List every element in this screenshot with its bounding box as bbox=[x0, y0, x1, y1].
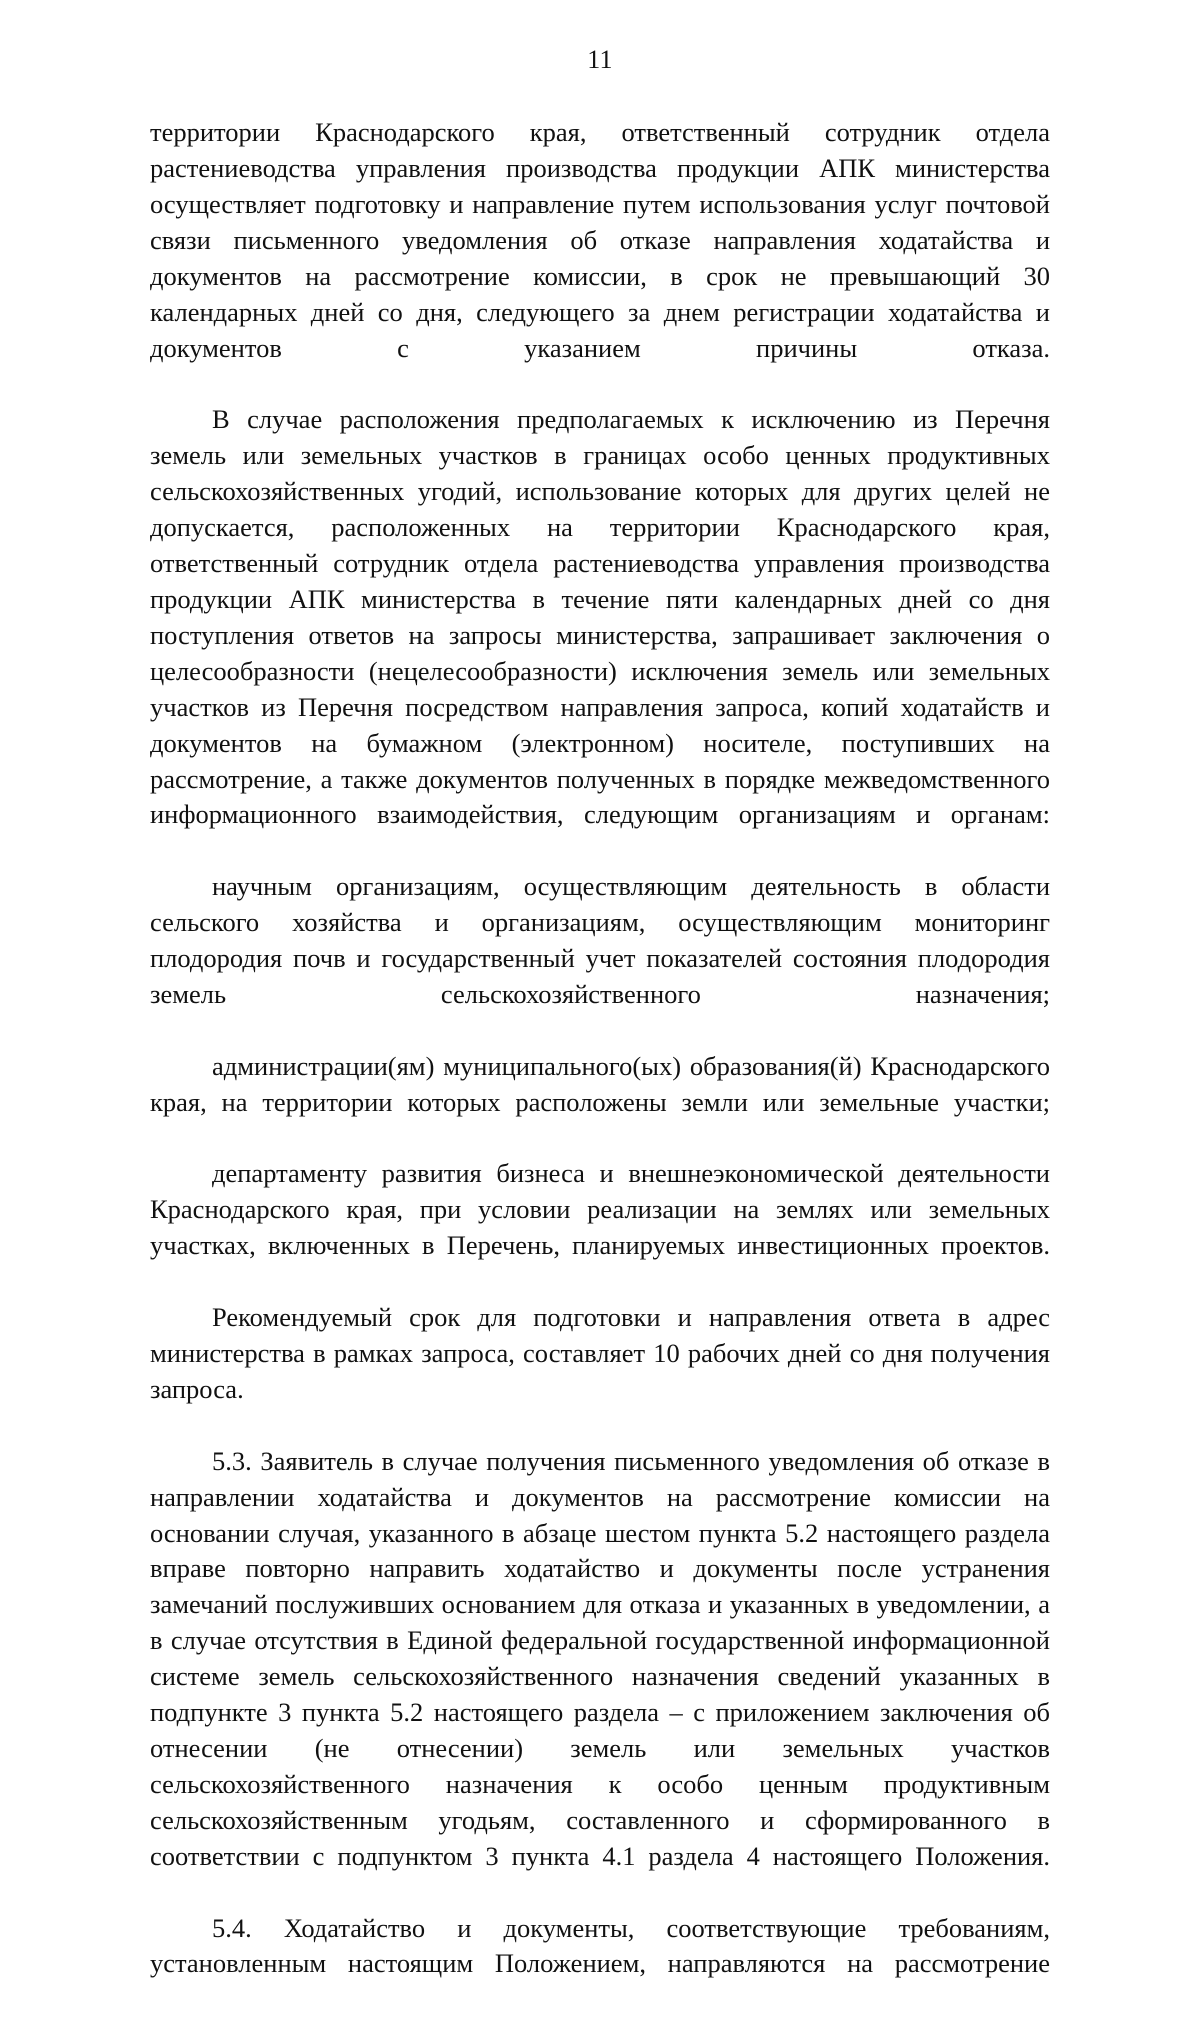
paragraph-2: В случае расположения предполагаемых к исключению из Перечня земель или земельных участков в границах особо ценных продуктивных сельскохозяйственных угодий, использование которых для других целей не допускается, расположенных на территории Краснодарского края, ответственный сотрудник отдела растениеводства управления производства продукции АПК министерства в течение пяти календарных дней со дня поступления ответов на запросы министерства, запрашивает заключения о целесообразности (нецелесообразности) исключения земель или земельных участков из Перечня посредством направления запроса, копий ходатайств и документов на бумажном (электронном) носителе, поступивших на рассмотрение, а также документов полученных в порядке межведомственного информационного взаимодействия, следующим организациям и органам: bbox=[150, 402, 1050, 869]
paragraph-6: Рекомендуемый срок для подготовки и направления ответа в адрес министерства в рамках запроса, составляет 10 рабочих дней со дня получения запроса. bbox=[150, 1300, 1050, 1444]
paragraph-3: научным организациям, осуществляющим деятельность в области сельского хозяйства и организациям, осуществляющим мониторинг плодородия почв и государственный учет показателей состояния плодородия земель сельскохозяйственного назначения; bbox=[150, 869, 1050, 1049]
paragraph-5: департаменту развития бизнеса и внешнеэкономической деятельности Краснодарского края, при условии реализации на землях или земельных участках, включенных в Перечень, планируемых инвестиционных проектов. bbox=[150, 1156, 1050, 1300]
page-number: 11 bbox=[150, 44, 1050, 75]
paragraph-8-clause-5-4: 5.4. Ходатайство и документы, соответствующие требованиям, установленным настоящим Положением, направляются на рассмотрение bbox=[150, 1911, 1050, 2018]
document-body bbox=[150, 115, 1050, 2018]
paragraph-7-clause-5-3: 5.3. Заявитель в случае получения письменного уведомления об отказе в направлении ходатайства и документов на рассмотрение комиссии на основании случая, указанного в абзаце шестом пункта 5.2 настоящего раздела вправе повторно направить ходатайство и документы после устранения замечаний послуживших основанием для отказа и указанных в уведомлении, а в случае отсутствия в Единой федеральной государственной информационной системе земель сельскохозяйственного назначения сведений указанных в подпункте 3 пункта 5.2 настоящего раздела – с приложением заключения об отнесении (не отнесении) земель или земельных участков сельскохозяйственного назначения к особо ценным продуктивным сельскохозяйственным угодьям, составленного и сформированного в соответствии с подпунктом 3 пункта 4.1 раздела 4 настоящего Положения. bbox=[150, 1444, 1050, 1911]
paragraph-4: администрации(ям) муниципального(ых) образования(й) Краснодарского края, на территории которых расположены земли или земельные участки; bbox=[150, 1049, 1050, 1157]
paragraph-1: территории Краснодарского края, ответственный сотрудник отдела растениеводства управления производства продукции АПК министерства осуществляет подготовку и направление путем использования услуг почтовой связи письменного уведомления об отказе направления ходатайства и документов на рассмотрение комиссии, в срок не превышающий 30 календарных дней со дня, следующего за днем регистрации ходатайства и документов с указанием причины отказа. bbox=[150, 115, 1050, 402]
